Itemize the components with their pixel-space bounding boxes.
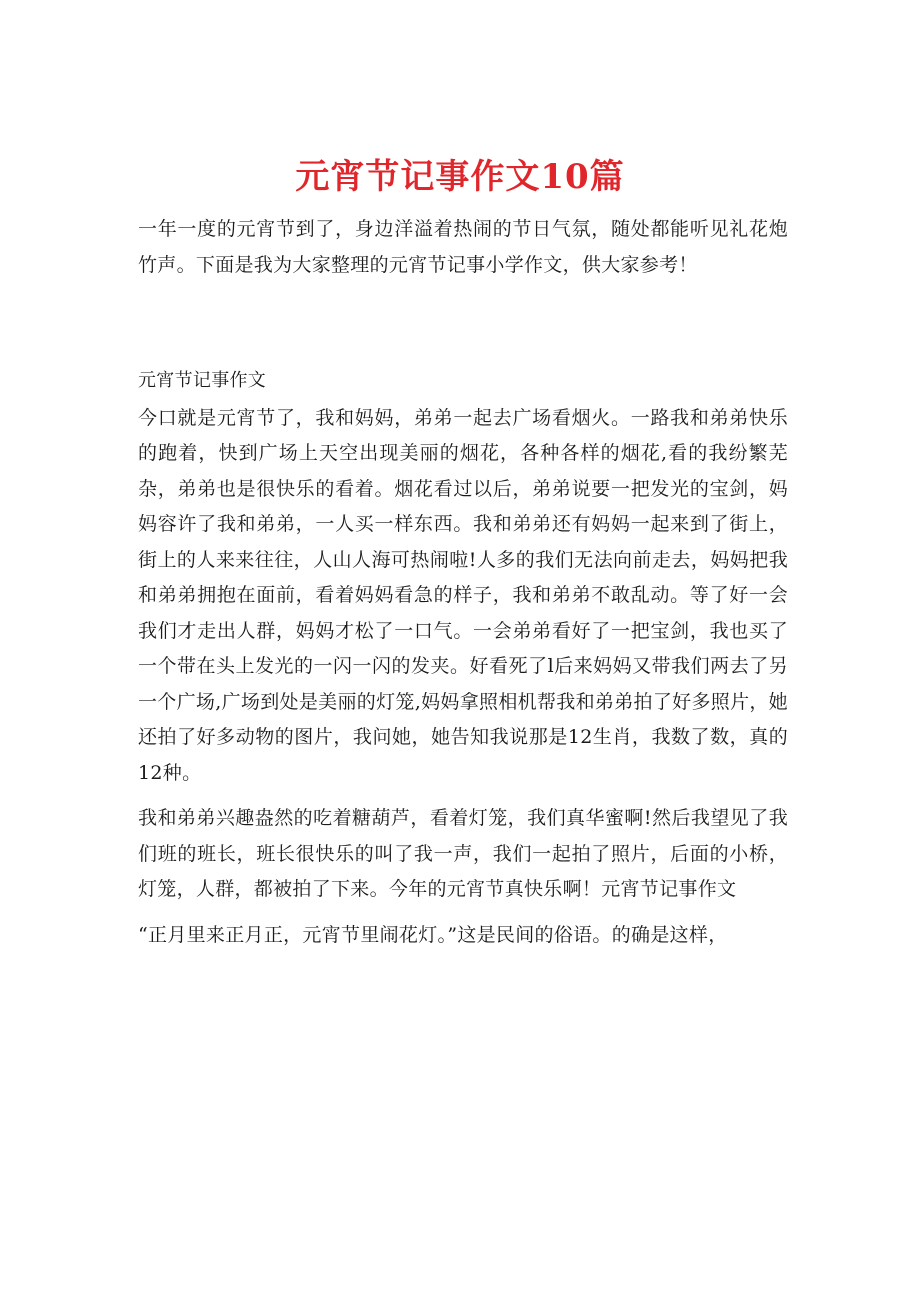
body-paragraph: 今口就是元宵节了，我和妈妈，弟弟一起去广场看烟火。一路我和弟弟快乐的跑着，快到广场上天空出现美丽的烟花，各种各样的烟花,看的我纷繁芜杂，弟弟也是很快乐的看着。烟花看过以后，弟弟说要一把发光的宝剑，妈妈容许了我和弟弟，一人买一样东西。我和弟弟还有妈妈一起来到了街上，街上的人来来往往，人山人海可热闹啦!人多的我们无法向前走去，妈妈把我和弟弟拥抱在面前，看着妈妈看急的样子，我和弟弟不敢乱动。等了好一会我们才走出人群，妈妈才松了一口气。一会弟弟看好了一把宝剑，我也买了一个带在头上发光的一闪一闪的发夹。好看死了l后来妈妈又带我们两去了另一个广场,广场到处是美丽的灯笼,妈妈拿照相机帮我和弟弟拍了好多照片，她还拍了好多动物的图片，我问她，她告知我说那是12生肖，我数了数，真的12种。 (138, 406, 788, 784)
section-heading: 元宵节记事作文 (138, 370, 267, 391)
body-paragraph: “正月里来正月正，元宵节里闹花灯。”这是民间的俗语。的确是这样， (138, 923, 728, 946)
body-paragraph: 我和弟弟兴趣盎然的吃着糖葫芦，看着灯笼，我们真华蜜啊!然后我望见了我们班的班长，班长很快乐的叫了我一声，我们一起拍了照片，后面的小桥，灯笼，人群，都被拍了下来。今年的元宵节真快乐啊！元宵节记事作文 (138, 807, 788, 900)
intro-paragraph: 一年一度的元宵节到了，身边洋溢着热闹的节日气氛，随处都能听见礼花炮竹声。下面是我为大家整理的元宵节记事小学作文，供大家参考！ (138, 218, 788, 276)
document-body (138, 212, 788, 953)
document-title: 元宵节记事作文10篇 (295, 156, 625, 197)
